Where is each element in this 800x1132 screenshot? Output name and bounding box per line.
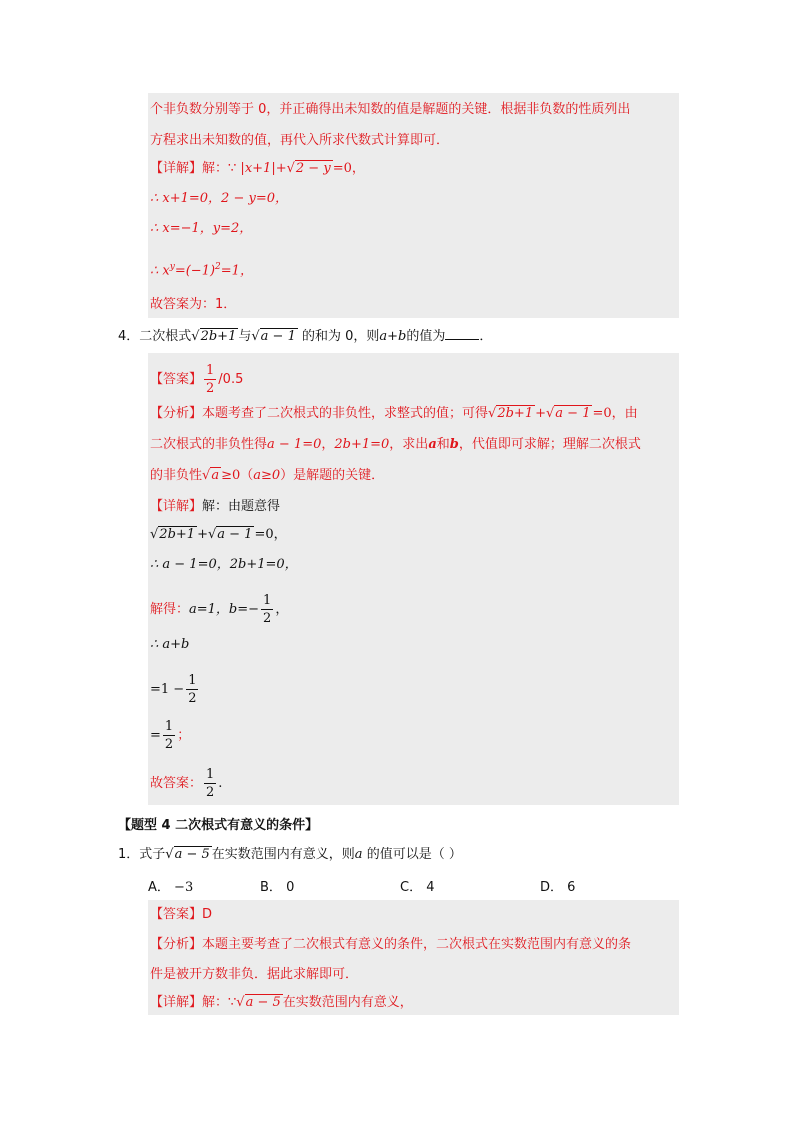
radical-2b-plus-1: 2b+1 (200, 329, 237, 344)
q4-answer-line: 【答案】 $\frac{1}{2}$ /0.5 (150, 363, 244, 396)
q4-analysis-line-1: 【分析】本题考查了二次根式的非负性，求整式的值；可得√2b+1 +√a − 1 =0，由 (150, 406, 638, 421)
q4-detail-eq-6: = $\frac{1}{2}$ ； (150, 719, 191, 752)
radical-a-minus-5: a − 5 (174, 847, 210, 862)
analysis-line-1: 个非负数分别等于 0，并正确得出未知数的值是解题的关键．根据非负数的性质列出 (150, 102, 631, 117)
section-title: 【题型 4 二次根式有意义的条件】 (118, 818, 319, 833)
option-c: C． 4 (400, 880, 435, 895)
question-1: 1．式子√a − 5 在实数范围内有意义，则a 的值可以是（ ） (118, 847, 462, 862)
q1-analysis-line-2: 件是被开方数非负．据此求解即可． (150, 967, 359, 982)
q4-detail-eq-5: =1 − $\frac{1}{2}$ (150, 673, 197, 706)
q4-analysis-line-3: 的非负性√a ≥0（a≥0）是解题的关键． (150, 468, 385, 483)
analysis-line-2: 方程求出未知数的值，再代入所求代数式计算即可． (150, 133, 450, 148)
detail-prefix: 解：∵ (202, 161, 241, 176)
q4-detail-eq-4: ∴ a+b (150, 637, 190, 652)
radical-a-minus-1: a − 1 (260, 329, 296, 344)
question-4: 4．二次根式√2b+1 与√a − 1 的和为 0，则a+b的值为 ． (118, 329, 493, 344)
q1-answer-line: 【答案】D (150, 907, 213, 922)
q4-detail-eq-3: 解得：a=1，b=− $\frac{1}{2}$ ， (150, 593, 289, 626)
abs-expression: |x+1| (240, 161, 276, 176)
detail-label: 【详解】 (150, 161, 203, 176)
answer-line-cont: 故答案为：1． (150, 297, 237, 312)
q4-final-answer: 故答案： $\frac{1}{2}$ . (150, 767, 223, 800)
answer-blank (445, 327, 479, 340)
q4-analysis-line-2: 二次根式的非负性得a − 1=0，2b+1=0，求出a和b，代值即可求解；理解二次根式 (150, 437, 641, 452)
step-line-3: ∴ $x^y=(-1)^2=1$， (150, 262, 253, 279)
q4-detail-eq-2: ∴ a − 1=0，2b+1=0， (150, 557, 298, 572)
answer-fraction: $\frac{1}{2}$ (206, 363, 215, 396)
q1-detail-line: 【详解】解：∵√a − 5 在实数范围内有意义， (150, 995, 413, 1010)
option-a: A． −3 (148, 880, 194, 895)
step-line-1: ∴ x+1=0，2 − y=0， (150, 191, 288, 206)
q1-analysis-line-1: 【分析】本题主要考查了二次根式有意义的条件，二次根式在实数范围内有意义的条 (150, 937, 632, 952)
q4-detail-eq-1: √2b+1 +√a − 1 =0， (150, 527, 287, 542)
option-b: B． 0 (260, 880, 295, 895)
radical-2-minus-y: 2 − y (295, 161, 331, 176)
detail-line-cont: 【详解】解：∵ |x+1|+√2 − y =0， (150, 161, 365, 176)
step-line-2: ∴ x=−1，y=2， (150, 221, 253, 236)
q4-detail-line: 【详解】解：由题意得 (150, 499, 281, 514)
option-d: D． 6 (540, 880, 576, 895)
